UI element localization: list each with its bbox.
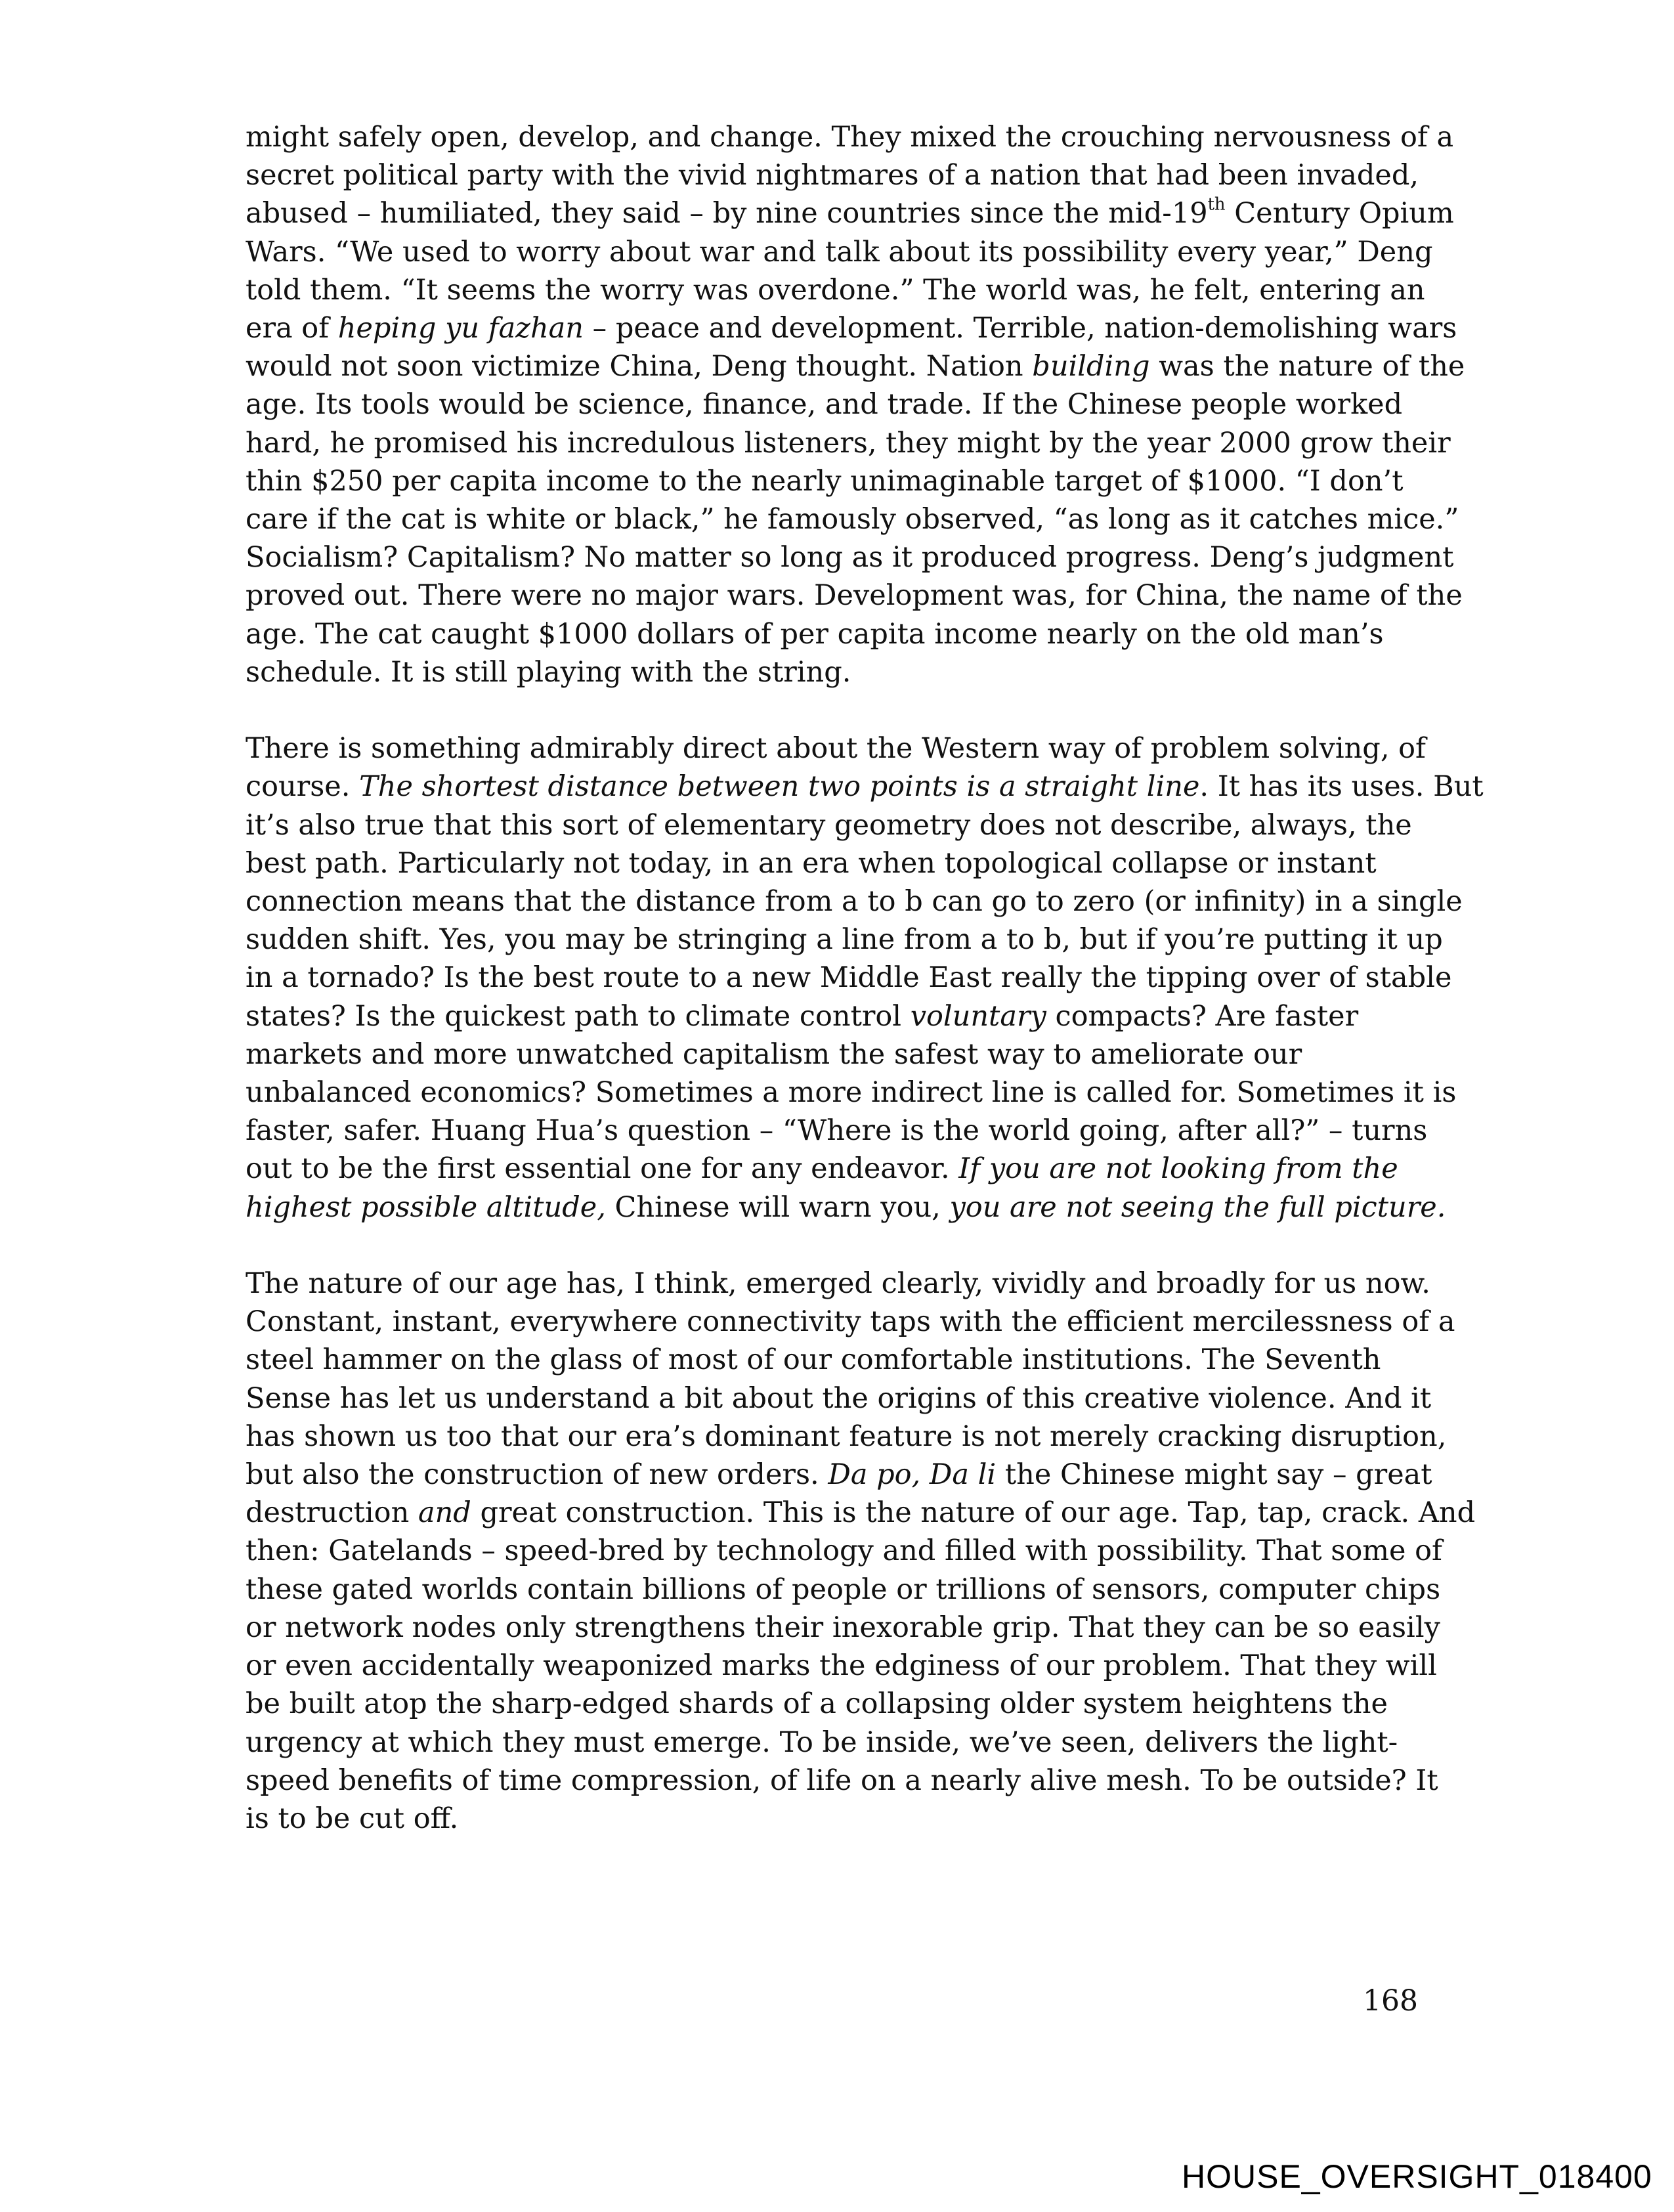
text-line xyxy=(246,729,1427,768)
text-line xyxy=(246,194,1454,232)
italic-text: and xyxy=(418,1496,471,1530)
text-line xyxy=(246,1685,1427,1723)
text-run: Wars. “We used to worry about war and talk about its possibility every year,” Deng xyxy=(246,235,1433,269)
text-run: thin $250 per capita income to the nearly unimaginable target of $1000. “I don’t xyxy=(246,464,1404,498)
text-run: told them. “It seems the worry was overdone.” The world was, he felt, entering an xyxy=(246,273,1425,307)
italic-text: Da po, Da li xyxy=(828,1458,997,1492)
text-line xyxy=(246,1303,1455,1341)
text-run: . It has its uses. But xyxy=(1199,770,1484,804)
text-run: the Chinese might say – great xyxy=(996,1458,1432,1492)
paragraph xyxy=(246,1265,1476,1838)
text-line xyxy=(246,1341,1427,1379)
text-run: then: Gatelands – speed-bred by technology and filled with possibility. That some of xyxy=(246,1534,1442,1568)
text-line xyxy=(246,1150,1427,1188)
text-line xyxy=(246,118,1454,156)
text-run: but also the construction of new orders. xyxy=(246,1458,828,1492)
text-line xyxy=(246,959,1452,997)
italic-text: highest possible altitude, xyxy=(246,1190,606,1224)
text-line xyxy=(246,424,1451,462)
text-line xyxy=(246,385,1427,423)
superscript: th xyxy=(1207,195,1226,215)
italic-text: heping yu fazhan xyxy=(337,312,584,345)
text-run: schedule. It is still playing with the string. xyxy=(246,655,851,689)
text-line xyxy=(246,309,1457,347)
text-run: age. Its tools would be science, finance, and trade. If the Chinese people worked xyxy=(246,388,1403,422)
text-run: these gated worlds contain billions of people or trillions of sensors, computer chips xyxy=(246,1572,1441,1606)
text-run: Constant, instant, everywhere connectivity taps with the efficient mercilessness of a xyxy=(246,1305,1455,1339)
text-run: be built atop the sharp-edged shards of a collapsing older system heightens the xyxy=(246,1687,1388,1721)
text-line xyxy=(246,462,1427,500)
text-run: has shown us too that our era’s dominant feature is not merely cracking disruption, xyxy=(246,1420,1447,1453)
text-line xyxy=(246,538,1454,576)
text-run: markets and more unwatched capitalism the safest way to ameliorate our xyxy=(246,1037,1302,1071)
text-run: or even accidentally weaponized marks the edginess of our problem. That they will xyxy=(246,1649,1437,1683)
text-run: speed benefits of time compression, of life on a nearly alive mesh. To be outside? It xyxy=(246,1764,1438,1797)
text-run: might safely open, develop, and change. They mixed the crouching nervousness of a xyxy=(246,121,1454,154)
text-line xyxy=(246,1379,1432,1418)
text-run: or network nodes only strengthens their inexorable grip. That they can be so easily xyxy=(246,1611,1440,1644)
text-line xyxy=(246,271,1427,309)
italic-text: building xyxy=(1032,350,1150,383)
text-run: There is something admirably direct about the Western way of problem solving, of xyxy=(246,732,1426,766)
text-line xyxy=(246,1532,1442,1570)
text-line xyxy=(246,806,1427,844)
bates-number: HOUSE_OVERSIGHT_018400 xyxy=(1182,2158,1652,2195)
text-line xyxy=(246,997,1427,1035)
italic-text: you are not seeing the full picture. xyxy=(949,1190,1446,1224)
text-line xyxy=(246,1494,1476,1532)
text-run: era of xyxy=(246,312,338,345)
text-run: Sense has let us understand a bit about the origins of this creative violence. And it xyxy=(246,1381,1432,1415)
text-run: faster, safer. Huang Hua’s question – “Where is the world going, after all?” – turns xyxy=(246,1114,1428,1148)
text-run: – peace and development. Terrible, nation-demolishing wars xyxy=(583,312,1457,345)
text-run: in a tornado? Is the best route to a new Middle East really the tipping over of stable xyxy=(246,961,1452,995)
text-line xyxy=(246,1456,1432,1494)
text-line xyxy=(246,1762,1438,1800)
text-line xyxy=(246,921,1443,959)
text-run: The nature of our age has, I think, emerged clearly, vividly and broadly for us now. xyxy=(246,1267,1430,1301)
text-run: steel hammer on the glass of most of our comfortable institutions. The Seventh xyxy=(246,1343,1381,1377)
text-run: states? Is the quickest path to climate control xyxy=(246,999,911,1033)
page-number: 168 xyxy=(1363,1984,1418,2018)
text-line xyxy=(246,1800,1427,1838)
text-line xyxy=(246,156,1427,194)
text-line xyxy=(246,615,1427,653)
text-run: Socialism? Capitalism? No matter so long as it produced progress. Deng’s judgment xyxy=(246,541,1454,575)
text-run: hard, he promised his incredulous listeners, they might by the year 2000 grow their xyxy=(246,426,1451,460)
body-text xyxy=(246,118,1484,1876)
text-line xyxy=(246,233,1433,271)
text-run: out to be the first essential one for any endeavor. xyxy=(246,1152,959,1186)
italic-text: If you are not looking from the xyxy=(958,1152,1398,1186)
text-run: secret political party with the vivid nightmares of a nation that had been invaded, xyxy=(246,159,1419,192)
text-line xyxy=(246,1035,1427,1073)
text-line xyxy=(246,1647,1437,1685)
text-line xyxy=(246,1418,1447,1456)
text-run: best path. Particularly not today, in an era when topological collapse or instant xyxy=(246,846,1377,880)
paragraph xyxy=(246,729,1484,1226)
text-line xyxy=(246,844,1427,882)
italic-text: voluntary xyxy=(910,999,1046,1033)
text-run: connection means that the distance from a to b can go to zero (or infinity) in a single xyxy=(246,885,1463,919)
text-run: Century Opium xyxy=(1225,197,1454,230)
text-run: destruction xyxy=(246,1496,418,1530)
text-run: sudden shift. Yes, you may be stringing a line from a to b, but if you’re putting it up xyxy=(246,923,1443,957)
text-run: urgency at which they must emerge. To be inside, we’ve seen, delivers the light- xyxy=(246,1725,1398,1759)
text-run: was the nature of the xyxy=(1149,350,1465,383)
text-run: it’s also true that this sort of elementary geometry does not describe, always, the xyxy=(246,808,1412,842)
text-run: course. xyxy=(246,770,360,804)
text-line xyxy=(246,768,1484,806)
text-line xyxy=(246,1571,1441,1609)
paragraph xyxy=(246,118,1465,691)
text-line xyxy=(246,576,1463,615)
text-line xyxy=(246,347,1465,385)
text-line xyxy=(246,1112,1427,1150)
italic-text: The shortest distance between two points is a straight line xyxy=(359,770,1200,804)
text-line xyxy=(246,1609,1440,1647)
text-run: compacts? Are faster xyxy=(1046,999,1359,1033)
text-run: care if the cat is white or black,” he famously observed, “as long as it catches mice.” xyxy=(246,503,1459,536)
text-line xyxy=(246,1724,1427,1762)
text-line xyxy=(246,1073,1457,1112)
text-line xyxy=(246,1188,1446,1226)
text-run: proved out. There were no major wars. Development was, for China, the name of the xyxy=(246,579,1463,613)
text-run: is to be cut off. xyxy=(246,1802,459,1835)
text-line xyxy=(246,1265,1430,1303)
text-run: great construction. This is the nature of our age. Tap, tap, crack. And xyxy=(471,1496,1476,1530)
text-run: Chinese will warn you, xyxy=(605,1190,950,1224)
text-run: would not soon victimize China, Deng thought. Nation xyxy=(246,350,1033,383)
text-run: unbalanced economics? Sometimes a more indirect line is called for. Sometimes it is xyxy=(246,1076,1457,1110)
text-line xyxy=(246,653,1427,691)
text-run: age. The cat caught $1000 dollars of per capita income nearly on the old man’s xyxy=(246,617,1384,651)
text-line xyxy=(246,882,1463,921)
text-line xyxy=(246,500,1459,538)
text-run: abused – humiliated, they said – by nine countries since the mid-19 xyxy=(246,197,1208,230)
